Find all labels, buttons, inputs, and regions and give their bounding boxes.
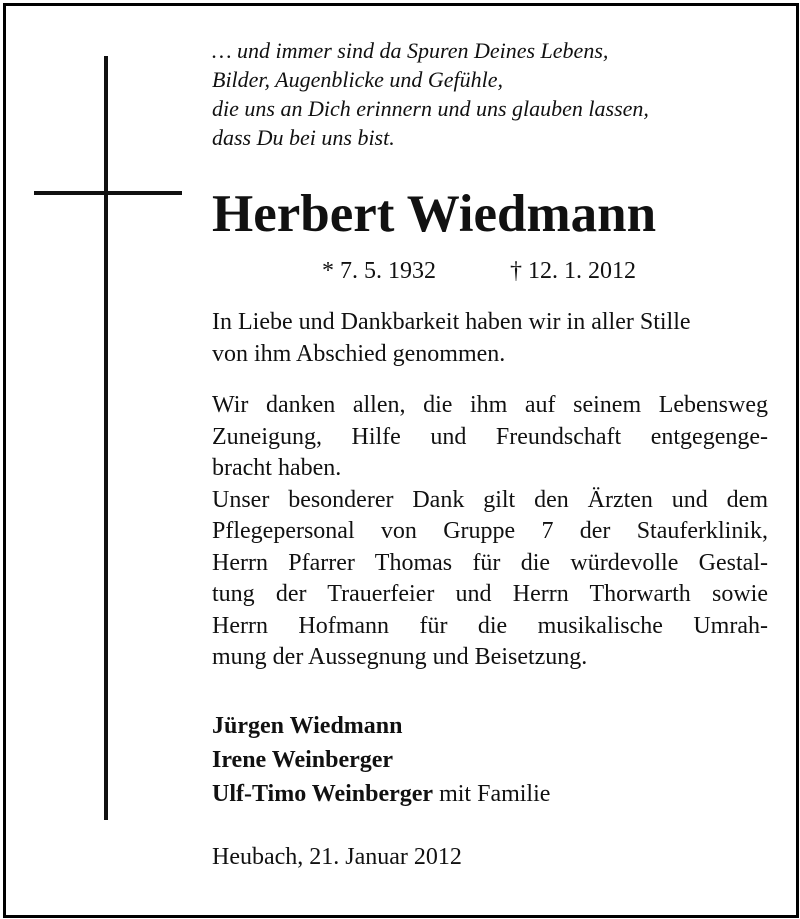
text-line: mung der Aussegnung und Beisetzung. <box>212 644 588 670</box>
cross-icon-bar <box>34 191 182 195</box>
poem-line: die uns an Dich erinnern und uns glauben lassen, <box>212 96 649 121</box>
signers-list <box>212 709 768 811</box>
death-date: † 12. 1. 2012 <box>510 258 636 284</box>
text-line: tung der Trauerfeier und Herrn Thorwarth sowie <box>212 581 768 607</box>
signer-name: Ulf-Timo Weinberger <box>212 781 434 807</box>
signer-name: Irene Weinberger <box>212 747 394 773</box>
poem-line: Bilder, Augenblicke und Gefühle, <box>212 67 504 92</box>
signer-name: Jürgen Wiedmann <box>212 713 403 739</box>
text-line: Herrn Hofmann für die musikalische Umrah- <box>212 612 768 639</box>
farewell-paragraph <box>212 307 768 370</box>
thanks-paragraph <box>212 390 768 674</box>
text-line: Zuneigung, Hilfe und Freundschaft entgegenge- <box>212 423 768 450</box>
cross-icon <box>104 56 108 820</box>
poem-line: … und immer sind da Spuren Deines Lebens, <box>212 38 609 63</box>
text-line: von ihm Abschied genommen. <box>212 340 506 367</box>
signer <box>212 743 768 777</box>
birth-date: * 7. 5. 1932 <box>322 258 436 284</box>
text-line: Herrn Pfarrer Thomas für die würdevolle Gestal- <box>212 549 768 576</box>
place-date: Heubach, 21. Januar 2012 <box>212 844 462 870</box>
signer <box>212 777 768 811</box>
text-line: In Liebe und Dankbarkeit haben wir in aller Stille <box>212 309 691 335</box>
text-line: Unser besonderer Dank gilt den Ärzten und dem <box>212 486 768 513</box>
poem <box>212 36 772 152</box>
signer-suffix: mit Familie <box>433 781 551 807</box>
signer <box>212 709 768 743</box>
poem-line: dass Du bei uns bist. <box>212 125 395 150</box>
text-line: bracht haben. <box>212 455 342 481</box>
text-line: Wir danken allen, die ihm auf seinem Lebensweg <box>212 392 768 418</box>
deceased-name: Herbert Wiedmann <box>212 185 657 243</box>
obituary-frame <box>3 3 799 918</box>
text-line: Pflegepersonal von Gruppe 7 der Stauferklinik, <box>212 518 768 544</box>
